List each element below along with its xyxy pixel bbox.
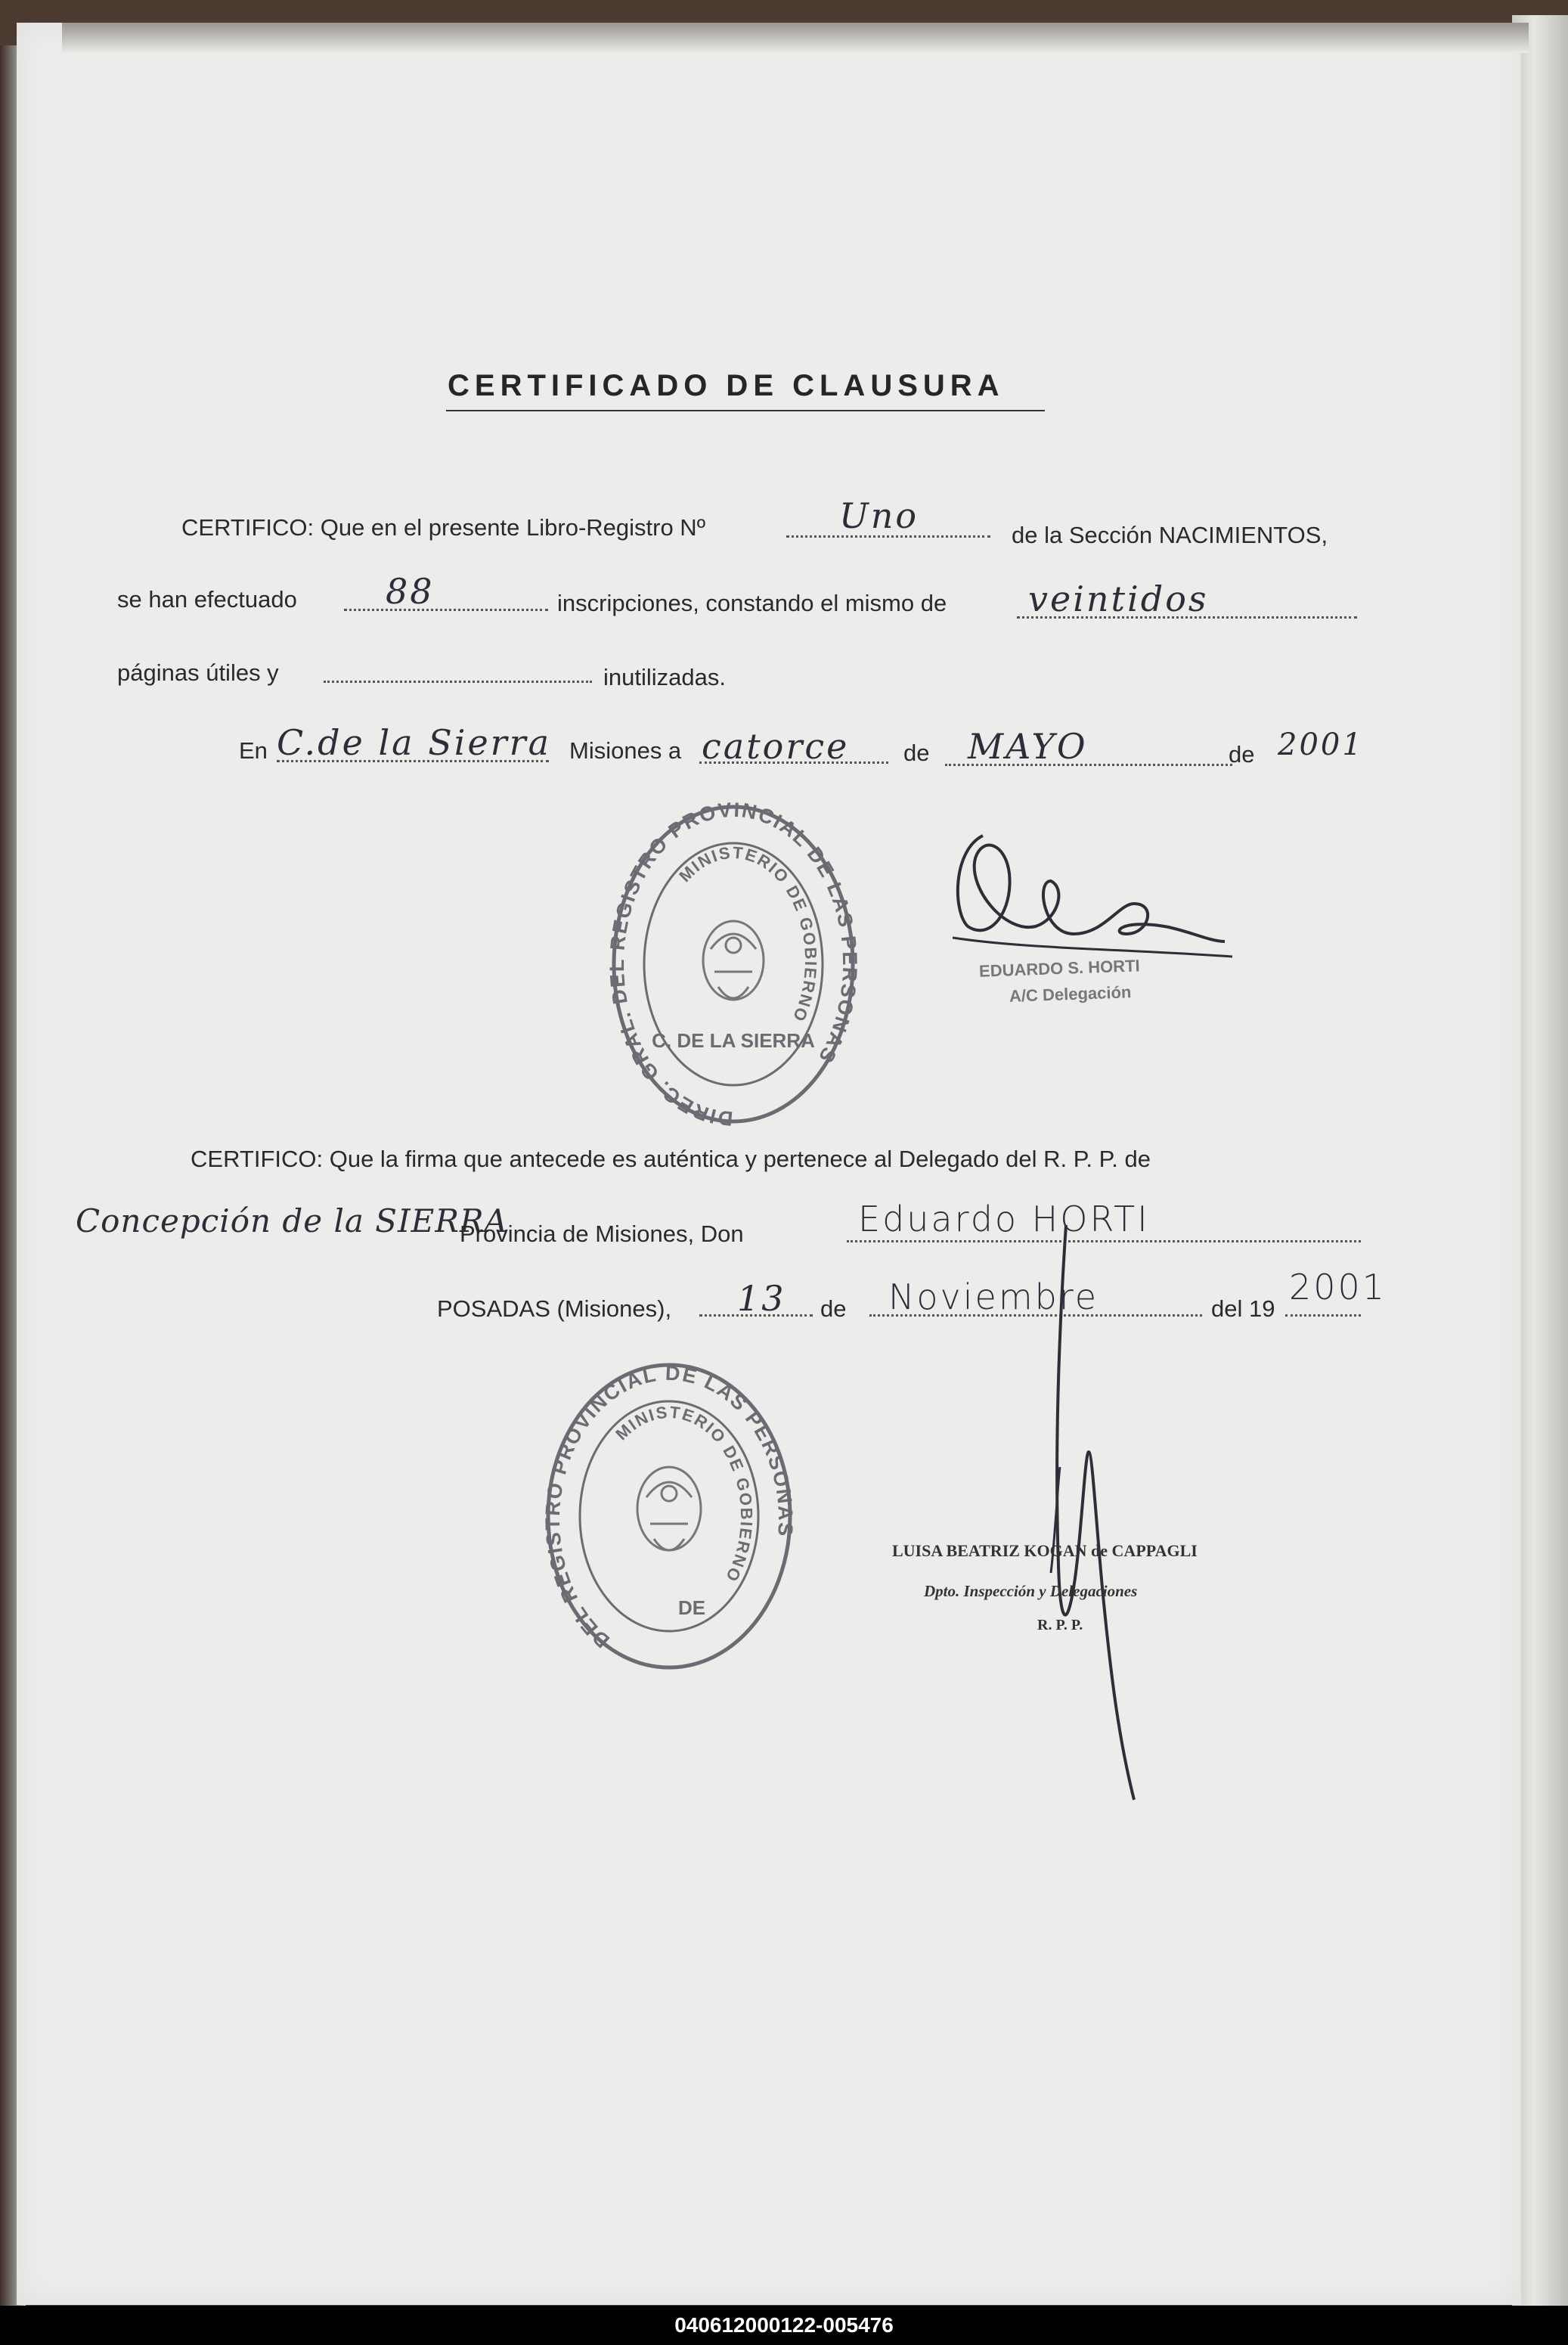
signature-2-name: LUISA BEATRIZ KOGAN de CAPPAGLI (892, 1541, 1198, 1560)
page-top-shadow (62, 23, 1529, 53)
cert2-dia: 13 (737, 1278, 786, 1319)
cert2-lugar: Concepción de la SIERRA (76, 1202, 508, 1239)
coat-of-arms-icon (637, 1467, 701, 1550)
cert1-line2-prefix: se han efectuado (117, 586, 297, 613)
cert1-line1-prefix: CERTIFICO: Que en el presente Libro-Registro Nº (181, 514, 706, 541)
stamp2-inner-bottom: DE (677, 1596, 706, 1619)
cert1-count-line (344, 609, 548, 611)
signature-1-name: EDUARDO S. HORTI (978, 956, 1141, 981)
footer-bar (0, 2306, 1568, 2345)
cert1-anio: 2001 (1278, 727, 1364, 762)
stamp1-outer-text: DIREC. GRAL. DEL REGISTRO PROVINCIAL DE LAS PERSONAS (606, 798, 862, 1131)
cert1-paginas-line (1017, 616, 1357, 619)
cert1-libro-line (786, 535, 990, 538)
stamp2-outer-text: DEL REGISTRO PROVINCIAL DE LAS PERSONAS (541, 1361, 798, 1652)
cert1-lugar-line (277, 760, 549, 762)
cert1-lugar: C.de la Sierra (277, 722, 552, 763)
stamp1-inner-top: MINISTERIO DE GOBIERNO (675, 842, 821, 1025)
cert2-dia-line (699, 1314, 813, 1317)
coat-of-arms-icon (703, 921, 764, 1000)
svg-text:MINISTERIO DE GOBIERNO (675, 843, 820, 1025)
cert2-delegado: Eduardo HORTI (858, 1199, 1150, 1239)
cert2-de-label: de (820, 1295, 847, 1322)
cert1-inscripciones-count: 88 (386, 571, 435, 612)
document-title: CERTIFICADO DE CLAUSURA (448, 369, 1005, 402)
cert2-mes: Noviembre (888, 1276, 1099, 1317)
signature-2-scribble (1013, 1225, 1164, 1807)
cert2-anio-line (1285, 1314, 1361, 1317)
signature-2-dept: Dpto. Inspección y Delegaciones (924, 1582, 1138, 1600)
cert2-anio: 2001 (1289, 1267, 1387, 1307)
seal-stamp-2 (537, 1354, 801, 1679)
cert1-line3-prefix: páginas útiles y (117, 659, 279, 686)
cert2-provincia: Provincia de Misiones, Don (460, 1221, 744, 1247)
document-id: 040612000122-005476 (674, 2313, 894, 2337)
stamp1-inner-bottom: C. DE LA SIERRA (652, 1029, 815, 1052)
cert1-mes: MAYO (968, 726, 1088, 767)
cert1-en-label: En (239, 737, 268, 764)
cert1-dia: catorce (702, 726, 850, 767)
signature-1-role: A/C Delegación (1009, 982, 1132, 1006)
cert1-line2-middle: inscripciones, constando el mismo de (557, 590, 947, 616)
title-underline (446, 410, 1045, 411)
cert1-mes-line (945, 764, 1232, 766)
cert1-de-label2: de (1229, 741, 1255, 768)
stamp2-inner-top: MINISTERIO DE GOBIERNO (612, 1402, 757, 1586)
seal-stamp-1 (605, 798, 862, 1131)
cert1-paginas: veintidos (1028, 578, 1209, 619)
cert1-de-label: de (903, 740, 930, 766)
cert1-libro-numero: Uno (839, 495, 919, 536)
cert2-posadas: POSADAS (Misiones), (437, 1295, 672, 1322)
cert1-line1-suffix: de la Sección NACIMIENTOS, (1012, 522, 1328, 548)
cert2-line1: CERTIFICO: Que la firma que antecede es auténtica y pertenece al Delegado del R. P. P. de (191, 1146, 1151, 1172)
cert1-misiones-a: Misiones a (569, 737, 682, 764)
svg-text:MINISTERIO DE GOBIERNO (612, 1403, 756, 1586)
cert2-del-label: del 19 (1211, 1295, 1275, 1322)
cert1-inutilizadas-line (324, 681, 592, 683)
cert1-dia-line (699, 762, 888, 764)
signature-2-org: R. P. P. (1037, 1617, 1083, 1633)
cert1-line3-suffix: inutilizadas. (603, 664, 726, 690)
